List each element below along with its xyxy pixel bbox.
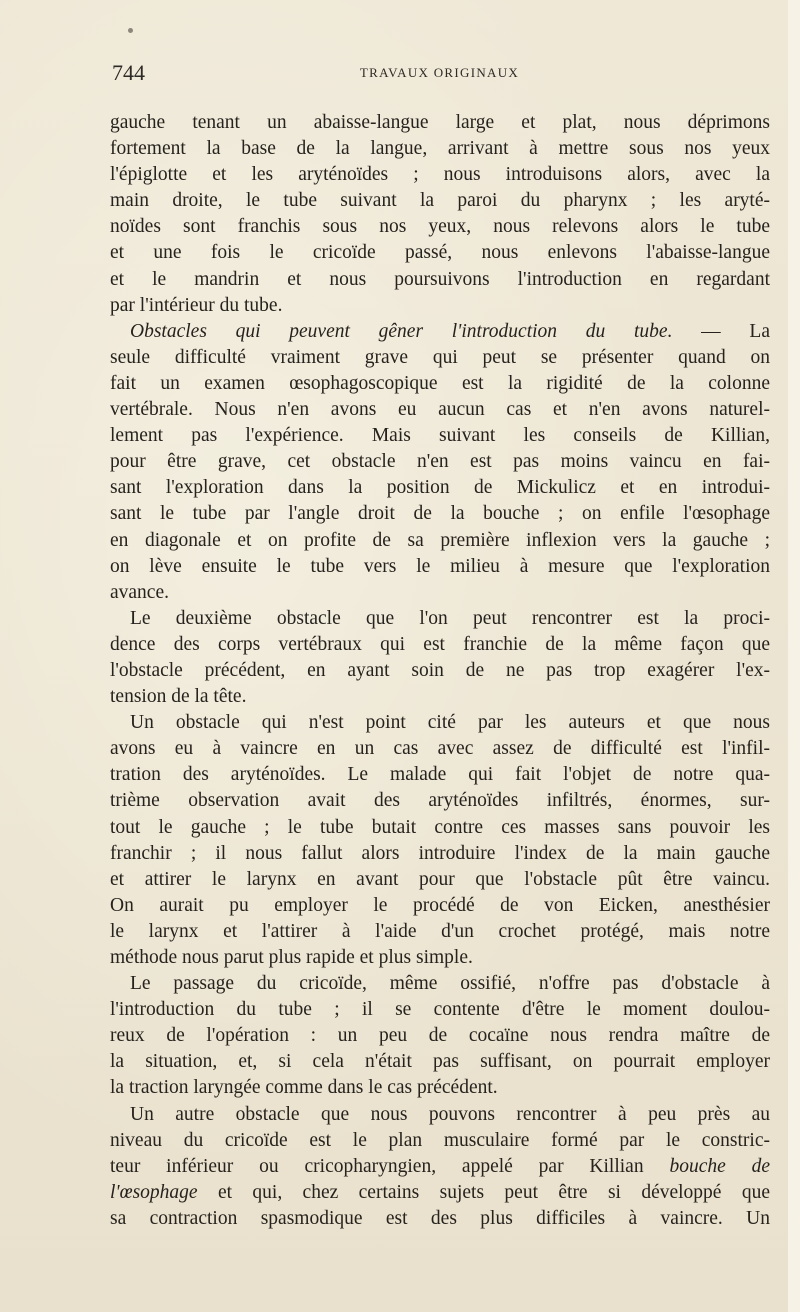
heading-dash: — La: [672, 320, 770, 342]
text-line: pour être grave, cet obstacle n'en est pas moins vaincu en fai-: [110, 451, 770, 473]
text-line: Le deuxième obstacle que l'on peut rencontrer est la proci-: [130, 607, 770, 629]
paragraph-arytenoids: [110, 710, 770, 971]
paragraph-obstacles: [110, 319, 770, 606]
text-line: et attirer le larynx en avant pour que l'obstacle pût être vaincu.: [110, 868, 770, 890]
text-line: la traction laryngée comme dans le cas précédent.: [110, 1077, 498, 1099]
text-line: tension de la tête.: [110, 686, 247, 708]
page-header: [112, 60, 767, 90]
text-line: sant l'exploration dans la position de Mickulicz et en introdui-: [110, 477, 770, 499]
text-line: sant le tube par l'angle droit de la bouche ; on enfile l'œsophage: [110, 503, 770, 525]
ink-speck: [128, 28, 133, 33]
text-line: vertébrale. Nous n'en avons eu aucun cas et n'en avons naturel-: [110, 399, 770, 421]
text-line-with-term: [110, 1180, 770, 1206]
section-heading: Obstacles qui peuvent gêner l'introduction du tube.: [130, 320, 673, 342]
text-line: Un autre obstacle que nous pouvons rencontrer à peu près au: [130, 1103, 770, 1125]
text-line: la situation, et, si cela n'était pas suffisant, on pourrait employer: [110, 1051, 770, 1073]
paragraph-cricoid: [110, 971, 770, 1101]
text-line: fait un examen œsophagoscopique est la rigidité de la colonne: [110, 372, 770, 394]
text-line-with-term: [110, 1154, 770, 1180]
text-line: par l'intérieur du tube.: [110, 294, 283, 316]
text-line: avance.: [110, 581, 169, 603]
text-line: franchir ; il nous fallut alors introduire l'index de la main gauche: [110, 842, 770, 864]
text-line-heading: [110, 319, 770, 345]
body-text: [110, 110, 770, 1232]
text-line: Le passage du cricoïde, même ossifié, n'offre pas d'obstacle à: [130, 973, 770, 995]
text-line: tration des aryténoïdes. Le malade qui fait l'objet de notre qua-: [110, 764, 770, 786]
text-line: dence des corps vertébraux qui est franchie de la même façon que: [110, 633, 770, 655]
italic-term: bouche de: [669, 1155, 771, 1177]
italic-term: l'œsophage: [110, 1181, 198, 1203]
text-line: sa contraction spasmodique est des plus difficiles à vaincre. Un: [110, 1207, 770, 1229]
text-line: l'épiglotte et les aryténoïdes ; nous introduisons alors, avec la: [110, 164, 770, 186]
text-line: gauche tenant un abaisse-langue large et plat, nous déprimons: [110, 112, 770, 133]
text-line: Un obstacle qui n'est point cité par les auteurs et que nous: [130, 712, 770, 734]
text-run: et qui, chez certains sujets peut être si développé que: [197, 1181, 770, 1203]
text-line: en diagonale et on profite de sa première inflexion vers la gauche ;: [110, 529, 770, 551]
paragraph-intro: [110, 110, 770, 319]
text-line: tout le gauche ; le tube butait contre ces masses sans pouvoir les: [110, 816, 770, 838]
text-line: et une fois le cricoïde passé, nous enlevons l'abaisse-langue: [110, 242, 770, 264]
text-line: le larynx et l'attirer à l'aide d'un crochet protégé, mais notre: [110, 920, 770, 942]
paragraph-second-obstacle: [110, 606, 770, 710]
text-line: main droite, le tube suivant la paroi du pharynx ; les aryté-: [110, 190, 770, 212]
text-line: trième observation avait des aryténoïdes infiltrés, énormes, sur-: [110, 790, 770, 812]
text-line: on lève ensuite le tube vers le milieu à mesure que l'exploration: [110, 555, 770, 577]
text-line: lement pas l'expérience. Mais suivant les conseils de Killian,: [110, 425, 770, 447]
page-number: 744: [112, 60, 145, 85]
text-line: reux de l'opération : un peu de cocaïne nous rendra maître de: [110, 1025, 770, 1047]
text-line: avons eu à vaincre en un cas avec assez de difficulté est l'infil-: [110, 738, 770, 760]
running-head: TRAVAUX ORIGINAUX: [359, 65, 520, 80]
text-line: et le mandrin et nous poursuivons l'introduction en regardant: [110, 268, 770, 290]
text-line: On aurait pu employer le procédé de von Eicken, anesthésier: [110, 894, 770, 916]
text-line: l'introduction du tube ; il se contente d'être le moment doulou-: [110, 999, 770, 1021]
page-edge: [788, 0, 800, 1312]
text-line: fortement la base de la langue, arrivant à mettre sous nos yeux: [110, 138, 770, 160]
text-line: l'obstacle précédent, en ayant soin de ne pas trop exagérer l'ex-: [110, 659, 770, 681]
text-run: teur inférieur ou cricopharyngien, appelé par Killian: [110, 1155, 644, 1177]
text-line: noïdes sont franchis sous nos yeux, nous relevons alors le tube: [110, 216, 770, 238]
text-line: seule difficulté vraiment grave qui peut se présenter quand on: [110, 346, 770, 368]
text-line: niveau du cricoïde est le plan musculaire formé par le constric-: [110, 1129, 770, 1151]
paragraph-constrictor: [110, 1102, 770, 1232]
text-line: méthode nous parut plus rapide et plus simple.: [110, 947, 473, 968]
